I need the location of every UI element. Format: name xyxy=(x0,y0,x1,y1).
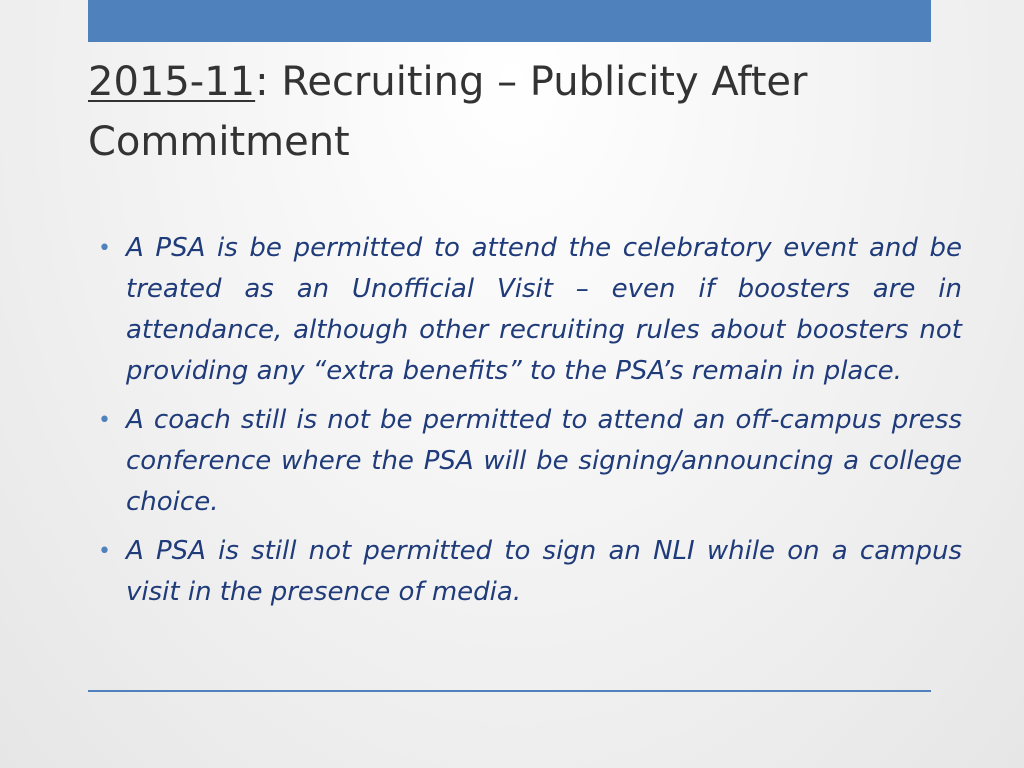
bullet-text: A coach still is not be permitted to attend an off-campus press conference where the PSA will be signing/announcing a college choice. xyxy=(126,405,962,517)
slide-title xyxy=(88,52,948,172)
bullet-icon: • xyxy=(98,236,111,261)
bullet-list xyxy=(98,228,962,621)
bullet-text: A PSA is be permitted to attend the celebratory event and be treated as an Unofficial Visit – even if boosters are in attendance, although other recruiting rules about boosters not providing any “extra benefits” to the PSA’s remain in place. xyxy=(126,233,962,386)
bullet-item-3 xyxy=(98,531,962,613)
bullet-text: A PSA is still not permitted to sign an NLI while on a campus visit in the presence of media. xyxy=(126,536,962,607)
bullet-item-1 xyxy=(98,228,962,392)
bottom-divider xyxy=(88,690,931,692)
top-accent-bar xyxy=(88,0,931,42)
title-reference-number: 2015-11 xyxy=(88,59,256,105)
bullet-icon: • xyxy=(98,408,111,433)
bullet-icon: • xyxy=(98,539,111,564)
title-text: : Recruiting – Publicity After Commitment xyxy=(88,59,808,165)
bullet-item-2 xyxy=(98,400,962,523)
